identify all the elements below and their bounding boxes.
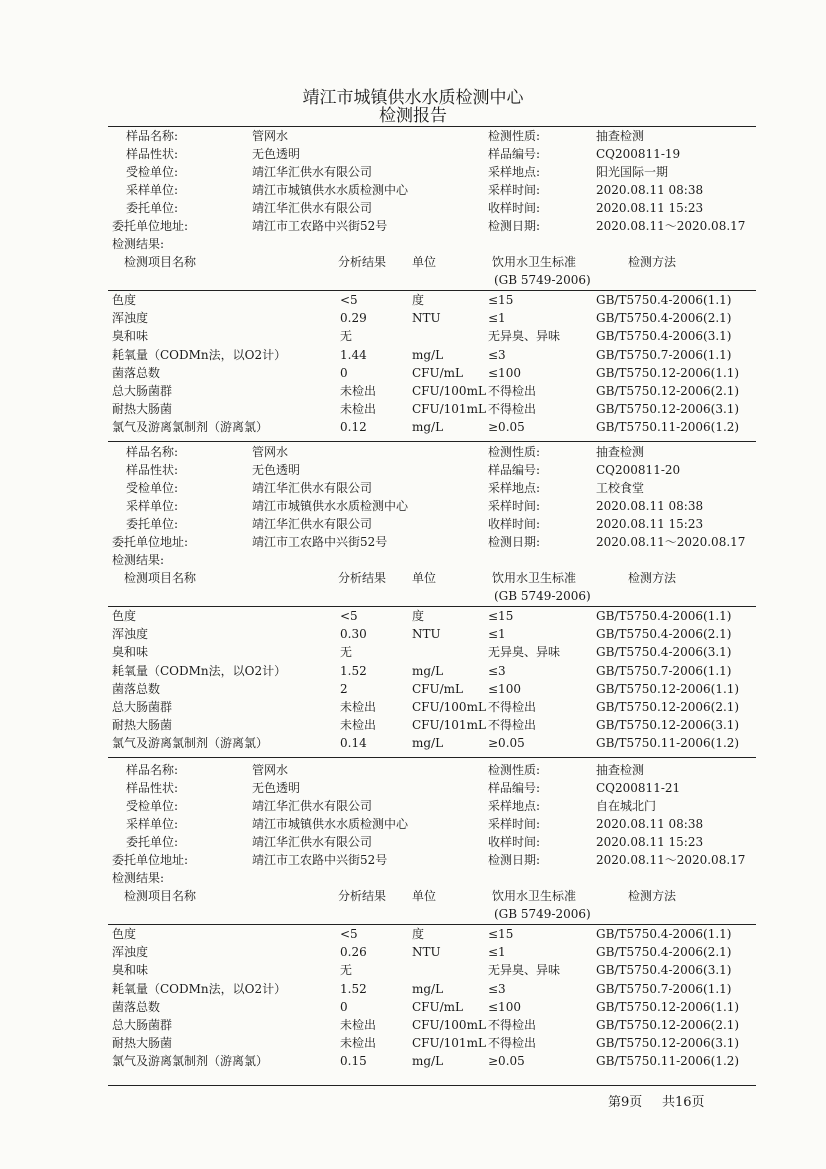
method-value: GB/T5750.7-2006(1.1) [596, 347, 732, 362]
standard-value: ≤15 [488, 609, 514, 623]
col-unit-header: 单位 [412, 571, 437, 585]
label-receive-time: 收样时间: [488, 517, 541, 531]
bottom-rule [108, 1085, 756, 1086]
method-value: GB/T5750.12-2006(3.1) [596, 402, 740, 417]
label-nature: 检测性质: [488, 763, 541, 777]
result-value: 未检出 [340, 718, 377, 733]
result-value: 0.29 [340, 311, 367, 326]
unit-value: CFU/mL [412, 681, 464, 696]
label-sample-place: 采样地点: [488, 799, 541, 813]
state-value: 无色透明 [252, 781, 301, 795]
col-standard-code: (GB 5749-2006) [494, 907, 591, 921]
page-number: 第9页 [608, 1095, 643, 1110]
item-name: 臭和味 [112, 329, 149, 344]
label-sampling-unit: 采样单位: [126, 183, 179, 197]
item-name: 浑浊度 [112, 945, 149, 960]
unit-value: mg/L [412, 420, 444, 435]
unit-value: NTU [412, 627, 441, 642]
item-name: 臭和味 [112, 963, 149, 978]
method-value: GB/T5750.7-2006(1.1) [596, 981, 732, 996]
col-method-header: 检测方法 [628, 571, 677, 585]
label-sample-time: 采样时间: [488, 499, 541, 513]
result-value: 0.15 [340, 1054, 367, 1069]
place-value: 自在城北门 [596, 799, 657, 813]
inspected-unit-value: 靖江华汇供水有限公司 [252, 481, 373, 495]
col-standard-code: (GB 5749-2006) [494, 589, 591, 603]
name-value: 管网水 [252, 129, 289, 143]
unit-value: 度 [412, 609, 425, 623]
method-value: GB/T5750.12-2006(3.1) [596, 1036, 740, 1051]
result-value: 无 [340, 329, 353, 344]
label-entrust-unit: 委托单位: [126, 835, 179, 849]
result-value: 未检出 [340, 402, 377, 417]
label-sample-state: 样品性状: [126, 463, 179, 477]
label-sample-time: 采样时间: [488, 183, 541, 197]
report-title: 检测报告 [379, 106, 447, 126]
col-standard-header: 饮用水卫生标准 [492, 889, 577, 903]
label-sample-name: 样品名称: [126, 129, 179, 143]
standard-value: ≤100 [488, 999, 521, 1014]
item-name: 总大肠菌群 [112, 700, 173, 714]
result-value: 0 [340, 365, 348, 380]
result-value: 2 [340, 681, 348, 696]
result-value: 1.52 [340, 663, 367, 678]
standard-value: ≤1 [488, 627, 506, 642]
method-value: GB/T5750.12-2006(1.1) [596, 681, 740, 696]
header-rule [108, 924, 756, 925]
label-sample-place: 采样地点: [488, 481, 541, 495]
inspected-unit-value: 靖江华汇供水有限公司 [252, 165, 373, 179]
col-unit-header: 单位 [412, 255, 437, 269]
receive-time-value: 2020.08.11 15:23 [596, 201, 704, 215]
col-item-header: 检测项目名称 [124, 889, 197, 903]
item-name: 浑浊度 [112, 311, 149, 326]
result-value: 无 [340, 963, 353, 978]
item-name: 色度 [112, 293, 137, 307]
label-sample-state: 样品性状: [126, 147, 179, 161]
entrust-unit-value: 靖江华汇供水有限公司 [252, 201, 373, 215]
entrust-address-value: 靖江市工农路中兴街52号 [252, 535, 388, 549]
results-label: 检测结果: [112, 553, 165, 567]
col-standard-header: 饮用水卫生标准 [492, 571, 577, 585]
method-value: GB/T5750.4-2006(2.1) [596, 945, 732, 960]
result-value: 1.52 [340, 981, 367, 996]
results-label: 检测结果: [112, 871, 165, 885]
unit-value: CFU/100mL [412, 700, 486, 714]
method-value: GB/T5750.12-2006(2.1) [596, 384, 740, 398]
standard-value: 无异臭、异味 [488, 963, 561, 978]
unit-value: CFU/101mL [412, 1036, 486, 1051]
result-value: 0.30 [340, 627, 367, 642]
entrust-unit-value: 靖江华汇供水有限公司 [252, 835, 373, 849]
unit-value: NTU [412, 945, 441, 960]
item-name: 浑浊度 [112, 627, 149, 642]
label-sample-no: 样品编号: [488, 463, 541, 477]
standard-value: ≤100 [488, 365, 521, 380]
method-value: GB/T5750.4-2006(3.1) [596, 329, 732, 344]
item-name: 菌落总数 [112, 999, 161, 1014]
col-result-header: 分析结果 [338, 571, 387, 585]
sample-time-value: 2020.08.11 08:38 [596, 817, 704, 831]
unit-value: mg/L [412, 663, 444, 678]
state-value: 无色透明 [252, 147, 301, 161]
result-value: 1.44 [340, 347, 367, 362]
unit-value: mg/L [412, 736, 444, 751]
result-value: 未检出 [340, 384, 377, 398]
unit-value: mg/L [412, 1054, 444, 1069]
item-name: 氯气及游离氯制剂（游离氯） [112, 736, 269, 751]
method-value: GB/T5750.11-2006(1.2) [596, 1054, 740, 1069]
sample-no-value: CQ200811-21 [596, 781, 681, 795]
method-value: GB/T5750.12-2006(2.1) [596, 700, 740, 714]
result-value: <5 [340, 609, 358, 623]
section-rule [108, 757, 756, 758]
standard-value: ≥0.05 [488, 736, 525, 751]
result-value: 未检出 [340, 1036, 377, 1051]
col-item-header: 检测项目名称 [124, 255, 197, 269]
col-result-header: 分析结果 [338, 255, 387, 269]
section-rule [108, 441, 756, 442]
result-value: <5 [340, 293, 358, 307]
name-value: 管网水 [252, 763, 289, 777]
page-total: 共16页 [662, 1095, 705, 1110]
results-label: 检测结果: [112, 237, 165, 251]
method-value: GB/T5750.7-2006(1.1) [596, 663, 732, 678]
item-name: 耐热大肠菌 [112, 402, 173, 417]
item-name: 总大肠菌群 [112, 1018, 173, 1032]
unit-value: mg/L [412, 981, 444, 996]
item-name: 氯气及游离氯制剂（游离氯） [112, 1054, 269, 1069]
unit-value: NTU [412, 311, 441, 326]
entrust-address-value: 靖江市工农路中兴街52号 [252, 853, 388, 867]
nature-value: 抽查检测 [596, 129, 645, 143]
standard-value: ≤3 [488, 663, 506, 678]
label-entrust-unit: 委托单位: [126, 201, 179, 215]
unit-value: CFU/101mL [412, 402, 486, 417]
place-value: 工校食堂 [596, 481, 645, 495]
header-rule [108, 606, 756, 607]
standard-value: 无异臭、异味 [488, 645, 561, 660]
standard-value: ≥0.05 [488, 420, 525, 435]
sample-no-value: CQ200811-20 [596, 463, 681, 477]
unit-value: 度 [412, 927, 425, 941]
sample-time-value: 2020.08.11 08:38 [596, 183, 704, 197]
label-receive-time: 收样时间: [488, 835, 541, 849]
top-rule [108, 126, 756, 127]
item-name: 色度 [112, 927, 137, 941]
result-value: 未检出 [340, 700, 377, 714]
test-date-value: 2020.08.11～2020.08.17 [596, 853, 746, 867]
item-name: 臭和味 [112, 645, 149, 660]
item-name: 氯气及游离氯制剂（游离氯） [112, 420, 269, 435]
standard-value: ≤3 [488, 981, 506, 996]
item-name: 耗氧量（CODMn法，以O2计） [112, 347, 287, 362]
result-value: 0 [340, 999, 348, 1014]
method-value: GB/T5750.4-2006(1.1) [596, 293, 732, 307]
header-rule [108, 290, 756, 291]
standard-value: 不得检出 [488, 1036, 537, 1051]
unit-value: CFU/101mL [412, 718, 486, 733]
test-date-value: 2020.08.11～2020.08.17 [596, 219, 746, 233]
label-nature: 检测性质: [488, 445, 541, 459]
unit-value: CFU/100mL [412, 1018, 486, 1032]
org-title: 靖江市城镇供水水质检测中心 [302, 88, 524, 108]
col-unit-header: 单位 [412, 889, 437, 903]
entrust-address-value: 靖江市工农路中兴街52号 [252, 219, 388, 233]
method-value: GB/T5750.11-2006(1.2) [596, 420, 740, 435]
method-value: GB/T5750.12-2006(1.1) [596, 999, 740, 1014]
label-entrust-address: 委托单位地址: [112, 853, 189, 867]
method-value: GB/T5750.4-2006(2.1) [596, 627, 732, 642]
label-sample-name: 样品名称: [126, 763, 179, 777]
sample-time-value: 2020.08.11 08:38 [596, 499, 704, 513]
result-value: 0.14 [340, 736, 367, 751]
unit-value: 度 [412, 293, 425, 307]
label-test-date: 检测日期: [488, 535, 541, 549]
method-value: GB/T5750.11-2006(1.2) [596, 736, 740, 751]
item-name: 色度 [112, 609, 137, 623]
col-method-header: 检测方法 [628, 889, 677, 903]
label-sampling-unit: 采样单位: [126, 499, 179, 513]
label-sample-name: 样品名称: [126, 445, 179, 459]
label-inspected-unit: 受检单位: [126, 481, 179, 495]
receive-time-value: 2020.08.11 15:23 [596, 517, 704, 531]
label-sample-place: 采样地点: [488, 165, 541, 179]
label-sample-no: 样品编号: [488, 781, 541, 795]
sampling-unit-value: 靖江市城镇供水水质检测中心 [252, 499, 409, 513]
method-value: GB/T5750.12-2006(1.1) [596, 365, 740, 380]
result-value: 无 [340, 645, 353, 660]
nature-value: 抽查检测 [596, 445, 645, 459]
label-entrust-address: 委托单位地址: [112, 535, 189, 549]
unit-value: CFU/mL [412, 365, 464, 380]
standard-value: 不得检出 [488, 718, 537, 733]
method-value: GB/T5750.4-2006(1.1) [596, 927, 732, 941]
item-name: 菌落总数 [112, 365, 161, 380]
entrust-unit-value: 靖江华汇供水有限公司 [252, 517, 373, 531]
label-sample-no: 样品编号: [488, 147, 541, 161]
place-value: 阳光国际一期 [596, 165, 669, 179]
sampling-unit-value: 靖江市城镇供水水质检测中心 [252, 183, 409, 197]
item-name: 菌落总数 [112, 681, 161, 696]
sampling-unit-value: 靖江市城镇供水水质检测中心 [252, 817, 409, 831]
standard-value: 无异臭、异味 [488, 329, 561, 344]
standard-value: ≤3 [488, 347, 506, 362]
name-value: 管网水 [252, 445, 289, 459]
method-value: GB/T5750.4-2006(3.1) [596, 963, 732, 978]
label-test-date: 检测日期: [488, 853, 541, 867]
standard-value: ≤15 [488, 927, 514, 941]
standard-value: 不得检出 [488, 402, 537, 417]
nature-value: 抽查检测 [596, 763, 645, 777]
method-value: GB/T5750.4-2006(1.1) [596, 609, 732, 623]
result-value: 0.12 [340, 420, 367, 435]
standard-value: ≤1 [488, 311, 506, 326]
item-name: 耐热大肠菌 [112, 1036, 173, 1051]
standard-value: 不得检出 [488, 700, 537, 714]
label-nature: 检测性质: [488, 129, 541, 143]
method-value: GB/T5750.12-2006(2.1) [596, 1018, 740, 1032]
test-date-value: 2020.08.11～2020.08.17 [596, 535, 746, 549]
label-sample-time: 采样时间: [488, 817, 541, 831]
method-value: GB/T5750.12-2006(3.1) [596, 718, 740, 733]
result-value: 0.26 [340, 945, 367, 960]
standard-value: ≤15 [488, 293, 514, 307]
result-value: <5 [340, 927, 358, 941]
label-entrust-address: 委托单位地址: [112, 219, 189, 233]
unit-value: CFU/100mL [412, 384, 486, 398]
standard-value: 不得检出 [488, 384, 537, 398]
label-inspected-unit: 受检单位: [126, 165, 179, 179]
label-inspected-unit: 受检单位: [126, 799, 179, 813]
unit-value: mg/L [412, 347, 444, 362]
col-standard-code: (GB 5749-2006) [494, 273, 591, 287]
result-value: 未检出 [340, 1018, 377, 1032]
label-entrust-unit: 委托单位: [126, 517, 179, 531]
col-result-header: 分析结果 [338, 889, 387, 903]
item-name: 耐热大肠菌 [112, 718, 173, 733]
col-method-header: 检测方法 [628, 255, 677, 269]
method-value: GB/T5750.4-2006(2.1) [596, 311, 732, 326]
sample-no-value: CQ200811-19 [596, 147, 681, 161]
inspected-unit-value: 靖江华汇供水有限公司 [252, 799, 373, 813]
standard-value: ≤100 [488, 681, 521, 696]
label-receive-time: 收样时间: [488, 201, 541, 215]
label-test-date: 检测日期: [488, 219, 541, 233]
label-sample-state: 样品性状: [126, 781, 179, 795]
standard-value: ≤1 [488, 945, 506, 960]
receive-time-value: 2020.08.11 15:23 [596, 835, 704, 849]
standard-value: 不得检出 [488, 1018, 537, 1032]
item-name: 耗氧量（CODMn法，以O2计） [112, 663, 287, 678]
method-value: GB/T5750.4-2006(3.1) [596, 645, 732, 660]
col-standard-header: 饮用水卫生标准 [492, 255, 577, 269]
unit-value: CFU/mL [412, 999, 464, 1014]
col-item-header: 检测项目名称 [124, 571, 197, 585]
item-name: 总大肠菌群 [112, 384, 173, 398]
standard-value: ≥0.05 [488, 1054, 525, 1069]
state-value: 无色透明 [252, 463, 301, 477]
item-name: 耗氧量（CODMn法，以O2计） [112, 981, 287, 996]
label-sampling-unit: 采样单位: [126, 817, 179, 831]
